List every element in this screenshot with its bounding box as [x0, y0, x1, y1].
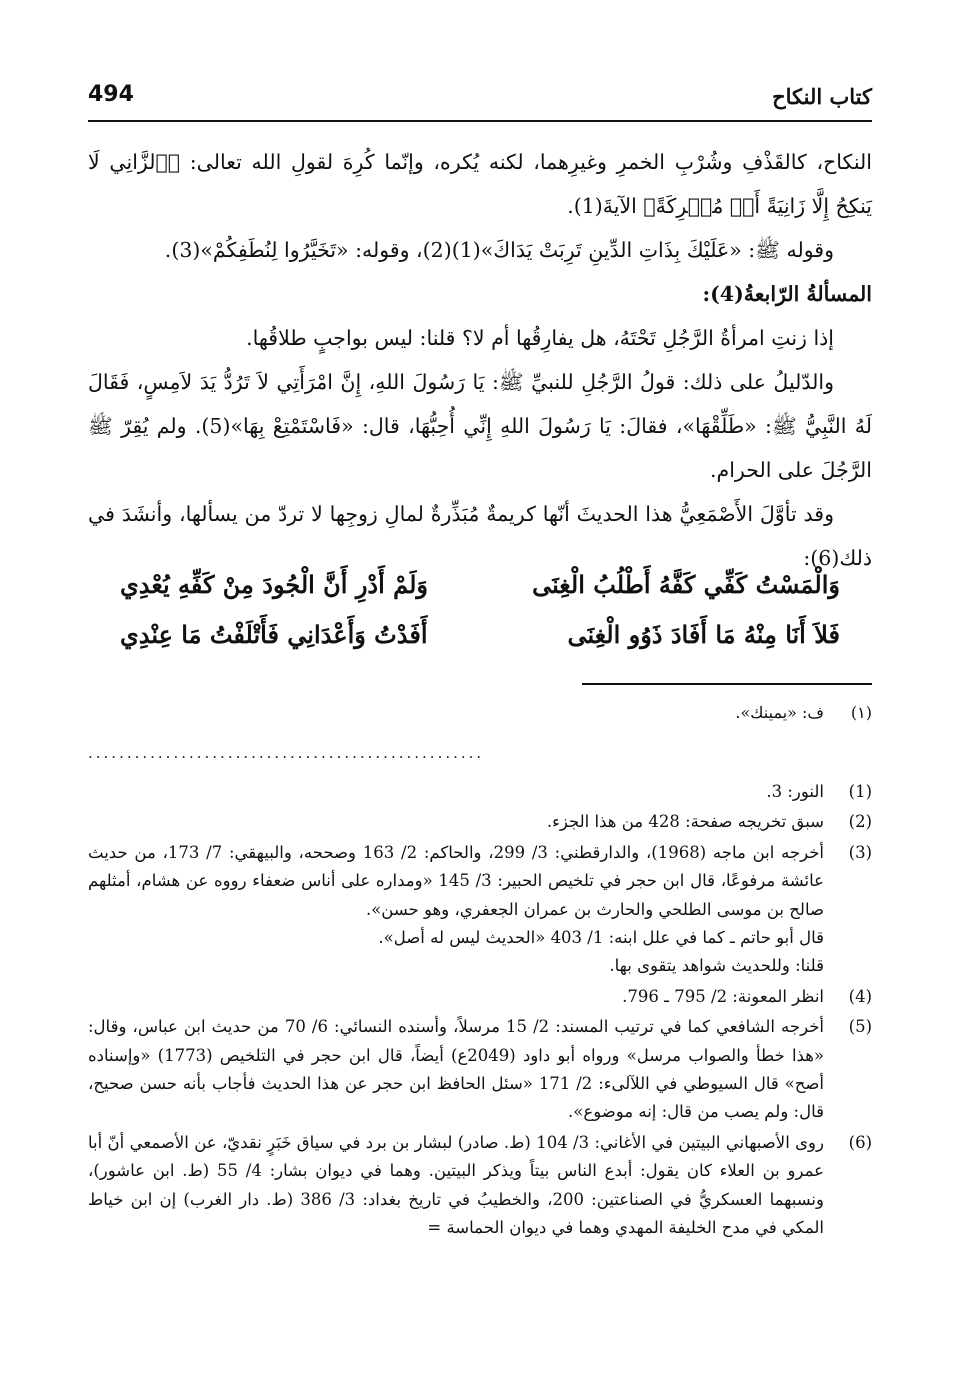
poem-hemistich: أَفَدْتُ وَأَعْدَانِي فَأَتْلَفْتُ مَا عِنْدِي [120, 620, 428, 649]
footnote-text [88, 1013, 824, 1127]
footnotes [88, 778, 872, 1245]
paragraph-3: إذا زنتِ امرأةُ الرَّجُلِ تَحْتَهُ، هل يفارِقُها أم لا؟ قلنا: ليس بواجبٍ طلاقُها. [246, 326, 834, 350]
dotted-separator: ................................................... [88, 744, 485, 762]
footnote [88, 1129, 872, 1243]
footnote-text [88, 983, 824, 1011]
poem [120, 560, 840, 660]
poem-verse-1 [120, 560, 840, 610]
footnote-number: (3) [848, 842, 872, 862]
poem-hemistich: فَلاَ أَنَا مِنْهُ مَا أَفَادَ ذَوُو الْغِنَى [567, 620, 840, 649]
paragraph-4: والدّليلُ على ذلك: قولُ الرَّجُلِ للنبيِّ ﷺ: يَا رَسُولَ اللهِ، إِنَّ امْرَأَتِي لاَ تَرُدُّ يَدَ لاَمِسٍ، فَقَالَ لَهُ النَّبِيُّ ﷺ: «طَلِّقْهَا»، فقالَ: يَا رَسُولَ اللهِ إِنِّي أُحِبُّهَا، قال: «فَاسْتَمْتِعْ بِهَا»(5). ولم يُقِرّ ﷺ الرَّجُلَ على الحرام. [88, 370, 872, 482]
footnote-number: (1) [848, 782, 872, 801]
footnote [88, 778, 872, 806]
footnote-number: (4) [848, 986, 872, 1006]
footnote-text: ف: «يمينك». [735, 703, 824, 722]
footnote [88, 839, 872, 981]
page-number: 494 [88, 82, 134, 107]
poem-verse-2 [120, 610, 840, 660]
footnote-line: انظر المعونة: 2/ 795 ـ 796. [622, 986, 824, 1006]
footnote-rule [582, 683, 872, 685]
book-title: كتاب النكاح [772, 84, 872, 109]
paragraph-2: وقوله ﷺ: «عَلَيْكَ بِذَاتِ الدِّينِ تَرِبَتْ يَدَاكَ»(1)(2)، وقوله: «تَخَيَّرُوا لِنُطَفِكُمْ»(3). [164, 238, 834, 262]
footnote-line: قلنا: وللحديث شواهد يتقوى بها. [609, 956, 824, 976]
footnote [88, 1013, 872, 1127]
footnote [88, 983, 872, 1011]
paragraph-1: النكاح، كالقَذْفِ وشُرْبِ الخمرِ وغيرِهما، لكنه يُكره، وإنّما كُرِهَ لقولِ الله تعالى: ﴿ٱلزَّانِي لَا يَنكِحُ إِلَّا زَانِيَةً أَوۡ مُشۡرِكَةً﴾ الآيةَ(1). [88, 150, 872, 218]
footnote-number: (١) [850, 703, 872, 722]
header-rule [88, 120, 872, 122]
footnote-number: (6) [848, 1132, 872, 1152]
footnote-text [88, 1129, 824, 1243]
page-header [88, 78, 872, 118]
main-text [88, 140, 872, 580]
footnote-number: (5) [848, 1017, 872, 1037]
footnote-line: النور: 3. [766, 782, 824, 801]
variant-note [88, 700, 872, 726]
footnote-text [88, 839, 824, 981]
footnote-text [88, 778, 824, 806]
footnote-line: أخرجه الشافعي كما في ترتيب المسند: 2/ 15 مرسلاً، وأسنده النسائي: 6/ 70 من حديث ابن عباس، وقال: «هذا خطأ والصواب مرسل» ورواه أبو داود (2049ع) أيضاً، قال ابن حجر في التلخيص (1773) «وإسناده أصح» قال السيوطي في اللآلىء: 2/ 171 «سئل الحافظ ابن حجر عن هذا الحديث فأجاب بأنه حسن صحيح، قال: ولم يصب من قال: إنه موضوع». [88, 1017, 824, 1122]
footnote [88, 808, 872, 836]
footnote-text [88, 808, 824, 836]
poem-hemistich: وَالْمَسْتُ كَفِّي كَفَّهُ أَطْلُبُ الْغِنَى [532, 570, 840, 599]
footnote-line: روى الأصبهاني البيتين في الأغاني: 3/ 104 (ط. صادر) لبشار بن برد في سياق خَبَرٍ نقديّ، عن الأصمعي أنّ أبا عمرو بن العلاء كان يقول: أبدع الناس بيتاً ويذكر البيتين. وهما في ديوان بشار: 4/ 55 (ط. ابن عاشور)، ونسبهما العسكريُّ في الصناعتين: 200، والخطيبُ في تاريخ بغداد: 3/ 386 (ط. دار الغرب) إن ابن خياط المكي في مدح الخليفة المهدي وهما في ديوان الحماسة = [88, 1132, 824, 1238]
footnote-number: (2) [848, 812, 872, 832]
footnote-line: أخرجه ابن ماجه (1968)، والدارقطني: 3/ 299، والحاكم: 2/ 163 وصححه، والبيهقي: 7/ 173، من حديث عائشة مرفوعًا، قال ابن حجر في تلخيص الحبير: 3/ 145 «ومداره على أناس ضعفاء رووه عن هشام، أمثلهم صالح بن موسى الطلحي والحارث بن عمران الجعفري، وهو حسن». [88, 842, 825, 919]
poem-hemistich: وَلَمْ أَدْرِ أَنَّ الْجُودَ مِنْ كَفِّهِ يُعْدِي [120, 570, 429, 599]
footnote-line: قال أبو حاتم ـ كما في علل ابنه: 1/ 403 «الحديث ليس له أصل». [378, 928, 824, 948]
section-heading: المسألةُ الرّابعةُ(4): [702, 282, 872, 306]
paragraph-5: وقد تأوَّلَ الأَصْمَعِيُّ هذا الحديثَ أنّها كريمةٌ مُبَذِّرةٌ لمالِ زوجِها لا تردّ من يسألها، وأنشَدَ في ذلك(6): [88, 502, 872, 570]
footnote-line: سبق تخريجه صفحة: 428 من هذا الجزء. [546, 812, 824, 832]
